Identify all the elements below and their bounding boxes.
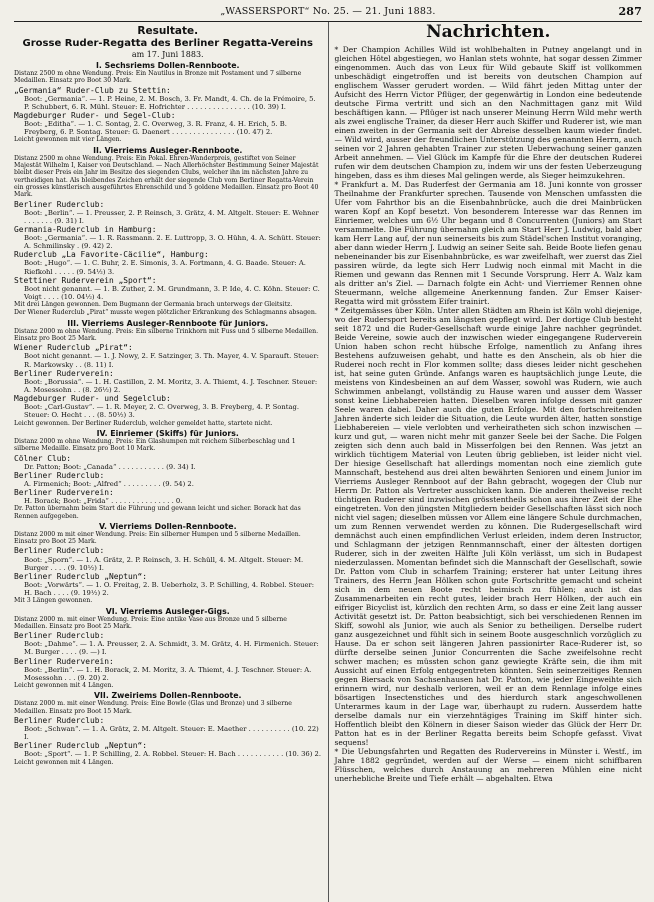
crew-line: Boot: „Hugo“. — 1. C. Buhr, 2. E. Simonis, 3. A. Fortmann, 4. G. Baade. Steuer: A. Riefkohl . . . . . (9. 54½) 3. <box>24 259 306 276</box>
race-block <box>14 691 322 766</box>
running-head <box>14 6 642 19</box>
club-name: Berliner Ruderclub „Neptun“: <box>14 571 148 581</box>
crew-line: Boot: „Germania“. — 1. R. Rassmann. 2. E. Luttropp, 3. O. Hühn, 4. A. Schütt. Steuer: A. Schmilinsky . (9. 42) 2. <box>24 234 321 251</box>
race-note: Dr. Patton übernahm beim Start die Führung und gewann leicht und sicher. Borack hat das Rennen aufgegeben. <box>14 505 301 520</box>
crew-line: Boot: „Sport“. — 1. P. Schilling, 2. A. Robbel. Steuer: H. Bach . . . . . . . . . . . (10. 36) 2. <box>24 750 322 759</box>
page-number: 287 <box>618 5 642 18</box>
race-entry <box>14 250 322 275</box>
crew-line: Boot: „Dahme“. — 1. A. Preusser, 2. A. Schmidt, 3. M. Grätz, 4. H. Firmenich. Steuer: M. Burger . . . . (9. —) I. <box>24 640 319 657</box>
race-description: Distanz 2500 m ohne Wendung. Preis: Ein Nautilus in Bronze mit Postament und 7 silberne Medaillen. Einsatz pro Boot 30 Mark. <box>14 70 302 85</box>
race-entry <box>14 394 322 419</box>
race-entry <box>14 716 322 741</box>
race-heading: V. Vierriems Dollen-Rennboote. <box>98 521 237 531</box>
crew-line: Boot: „Borussia“. — 1. H. Castillon, 2. M. Moritz, 3. A. Thiemt, 4. J. Teschner. Steuer: A. Mosessohn . . (8. 26½) 2. <box>24 377 318 395</box>
news-heading: Nachrichten. <box>426 22 551 42</box>
club-name: Magdeburger Ruder- und Segelclub: <box>14 394 171 404</box>
club-name: Berliner Ruderverein: <box>14 487 114 497</box>
club-name: Berliner Ruderclub: <box>14 199 105 209</box>
columns <box>14 22 642 902</box>
club-name: Cölner Club: <box>14 453 72 463</box>
race-entry <box>14 741 322 758</box>
race-description: Distanz 2000 m. mit einer Wendung. Preis: Eine antike Vase aus Bronze und 5 silberne Medaillen. Einsatz pro Boot 25 Mark. <box>14 615 287 630</box>
race-entry <box>14 86 322 111</box>
crew-line: A. Firmenich; Boot: „Alfred“ . . . . . . . . . (9. 54) 2. <box>24 479 194 488</box>
race-note: Leicht gewonnen mit 4 Längen. <box>14 681 114 689</box>
crew-line: Boot: „Carl-Gustav“. — 1. R. Meyer, 2. C. Overweg, 3. B. Freyberg, 4. P. Sontag. Steuer: O. Hecht . . . (8. 50½) 3. <box>24 403 300 420</box>
race-heading: IV. Einriemer (Skiffs) für Juniors. <box>96 428 239 438</box>
news-paragraphs <box>335 45 643 783</box>
crew-line: Dr. Patton; Boot: „Canada“ . . . . . . . . . . . (9. 34) I. <box>24 462 196 471</box>
results-column <box>14 22 329 902</box>
race-entry <box>14 471 322 488</box>
regatta-title: Grosse Ruder-Regatta des Berliner Regatta-Vereins <box>22 38 313 49</box>
crew-line: Boot nicht genannt. — 1. J. Nowy, 2. F. Satzinger, 3. Th. Mayer, 4. V. Sparauft. Steuer: R. Markowsky . . (8. 11) I. <box>24 352 319 369</box>
club-name: Berliner Ruderverein: <box>14 656 114 666</box>
race-description: Distanz 2000 m mit einer Wendung. Preis: Ein silberner Humpen und 5 silberne Medaillen. Einsatz pro Boot 25 Mark. <box>14 530 301 546</box>
race-description: Distanz 2000 m. mit einer Wendung. Preis: Eine Bowle (Glas und Bronze) und 3 silberne Medaillen. Einsatz pro Boot 15 Mark. <box>14 700 292 715</box>
club-name: Berliner Ruderclub: <box>14 631 105 641</box>
club-name: Berliner Ruderclub „Neptun“: <box>14 741 148 751</box>
race-entry <box>14 369 322 394</box>
club-name: „Germania“ Ruder-Club zu Stettin: <box>14 85 171 95</box>
race-note: Mit 3 Längen gewonnen. <box>14 597 93 605</box>
race-block <box>14 61 322 144</box>
club-name: Germania-Ruderclub in Hamburg: <box>14 224 157 234</box>
race-entry <box>14 657 322 682</box>
club-name: Stettiner Ruderverein „Sport“: <box>14 275 157 285</box>
race-description: Distanz 2500 m ohne Wendung. Preis: Ein Pokal. Ehren-Wanderpreis, gestiftet von Seiner Majestät Wilhelm I, Kaiser von Deutschland. — Nach Allerhöchster Bestimmung Seiner Majestät bleibt dieser Preis ein Jahr im Besitze des siegenden Clubs, welcher ihn im nächsten Jahre zu vertheidigen hat. Als bleibendes Zeichen erhält der siegende Club vom Berliner Regatta-Verein ein grosses künstlerisch ausgeführtes Ehrenschild und 5 goldene Medaillen. Einsatz pro Boot 40 Mark. <box>14 154 319 199</box>
race-block <box>14 429 322 520</box>
results-heading: Resultate. <box>137 25 199 37</box>
club-name: Berliner Ruderverein: <box>14 368 114 378</box>
race-block <box>14 522 322 605</box>
crew-line: Boot: „Vorwärts“. — 1. O. Freitag, 2. B. Ueberholz, 3. P. Schilling, 4. Robbel. Steuer: H. Bach . . . . (9. 19½) 2. <box>24 580 315 598</box>
news-paragraph: * Die Uebungsfahrten und Regatten des Rudervereins in Münster i. Westf., im Jahre 1882 gegründet, werden auf der Werse — einem nicht schiffbaren Flüsschen, welches durch Anstauung an mehreren Mühlen eine nicht unerhebliche Breite und Tiefe erhält — abgehalten. Etwa <box>334 747 642 783</box>
race-block <box>14 607 322 690</box>
race-entry <box>14 631 322 656</box>
race-note: Der Wiener Ruderclub „Pirat“ musste wegen plötzlicher Erkrankung des Schlagmanns absagen. <box>14 309 317 317</box>
regatta-date: am 17. Juni 1883. <box>131 50 204 59</box>
crew-line: Boot: „Germania“. — 1. P. Heine, 2. M. Bosch, 3. Fr. Mandt, 4. Ch. de la Frémoire, 5. P. Schubbert, 6. R. Mühl. Steuer: E. Hofrichter . . . . . . . . . . . . . . . (10. 39) I. <box>24 94 316 111</box>
crew-line: Boot: „Berlin“. — 1. Preusser, 2. P. Reinsch, 3. Grätz, 4. M. Altgelt. Steuer: E. Wehner . . . . . . . (9. 31) I. <box>24 208 319 225</box>
news-paragraph: * Frankfurt a. M. Das Ruderfest der Germania am 18. Juni konnte von grosser Theilnahme der Frankfurter sprechen. Tausende von Menschen umfassten die Ufer vom Fahrthor bis an die Eisenbahnbrücke, auch die drei Mainbrücken waren Kopf an Kopf besetzt. Von besonderem Interesse war das Rennen im Einriemer, welches um 6½ Uhr begann und 8 Concurrenten (Juniors) am Start versammelte. Die Führung übernahm gleich am Start Herr J. Ludwig, bald aber kam Herr Lang auf, der nun seinerseits bis zum Städel'schen Institut voranging, aber dann wieder Herrn J. Ludwig an seiner Seite sah. Beide Boote liefen genau nebeneinander bis zur Eisenbahnbrücke, es war zweifelhaft, wer zuerst das Ziel passiren würde, da legte sich Herr Ludwig noch einmal mit Macht in die Riemen und gewann das Rennen mit 1 Secunde Vorsprung. Herr A. Walz kam als dritter an's Ziel. — Darnach folgte ein Acht- und Vierriemer Rennen ohne Steuermann, welche allgemeine Anerkennung fanden. Zur Emser Kaiser-Regatta wird mit grösstem Eifer trainirt. <box>334 180 642 306</box>
race-heading: VII. Zweiriems Dollen-Rennboote. <box>93 691 242 701</box>
race-note: Leicht gewonnen mit 4 Längen. <box>14 758 114 766</box>
race-note: Leicht gewonnen. Der Berliner Ruderclub, welcher gemeldet hatte, startete nicht. <box>14 419 273 427</box>
crew-line: Boot: „Schwan“. — 1. A. Grätz, 2. M. Altgelt. Steuer: E. Maether . . . . . . . . . . (10. 22) I. <box>24 724 319 742</box>
crew-line: Boot nicht genannt. — 1. B. Zuther, 2. M. Grundmann, 3. P. Ide, 4. C. Köhn. Steuer: C. Voigt . . . . (10. 04½) 4. <box>24 284 320 301</box>
club-name: Berliner Ruderclub: <box>14 715 105 725</box>
race-entry <box>14 111 322 136</box>
race-heading: I. Sechsriems Dollen-Rennboote. <box>96 61 240 70</box>
news-paragraph: * Zeitgemässes über Köln. Unter allen Städten am Rhein ist Köln wohl diejenige, wo der Rudersport bereits am längsten gepflegt wird. Der dortige Club besteht seit 1872 und die Ruder-Gesellschaft wurde einige Jahre nachher gegründet. Beide Vereine, sowie auch der inzwischen wieder eingegangene Ruderverein Union haben schon recht hübsche Erfolge, namentlich zu Anfang ihres Bestehens aufzuweisen gehabt, und hatte es den Anschein, als ob hier die Ruderei noch recht in Flor kommen sollte; dass dieses leider nicht geschehen ist, hat seine guten Gründe. Anfangs waren es hauptsächlich junge Leute, die meistens von Kindesbeinen an auf dem Wasser, sowohl was Rudern, wie auch Schwimmen anbelangt, vollständig zu Hause waren und ausser dem Wasser sonst keine Liebhabereien hatten. Dieselben waren infolge dessen mit ganzer Seele waren dabei. Daher auch die guten Erfolge. Mit den fortschreitenden Jahren änderte sich leider die Situation, die Leute wurden älter, hatten sonstige Liebhabereien — viele verlobten und verheiratheten sich schon inzwischen — kurz und gut, — waren nicht mehr mit ganzer Seele bei der Sache. Die Folgen zeigten sich denn auch bald in Misserfolgen bei den Rennen. Was jetzt an wirklich tüchtigem Material von Leuten übrig geblieben, ist leider nicht viel. Der hiesige Gesellschaft hat allerdings momentan noch eine ziemlich gute Mannschaft, bestehend aus drei alten bewährten Senioren und einem Junior im Vierriems Ausleger Rennboot auf der Bahn gebracht, wogegen der Club nur Herrn Dr. Patton als Vertreter ausschicken kann. Die anderen theilweise recht tüchtigen Ruderer sind inzwischen grösstentheils schon aus ihrer Zeit der Ehe eingetreten. Von den jüngsten Mitgliedern beider Gesellschaften lässt sich noch nicht viel sagen; dieselben müssen vor Allem eine längere Schule durchmachen, um zum Rennen verwendet werden zu können. Die Rudergesellschaft wird demnächst auch einen empfindlichen Verlust erleiden, indem deren Instructor, und Schlagmann der jetzigen Rennmannschaft, einer der ältesten dortigen Ruderer, sich in der zweiten Hälfte Juli Köln verlässt, um sich in Budapest niederzulassen. Momentan befindet sich die Mannschaft der Gesellschaft, sowie Dr. Patton vom Club in scharfem Training; ersterer hat unter Leitung ihres Trainers, des Herrn Jean Hölken schon gute Fortschritte gemacht und scheint sich in dem neuen Boote recht heimisch zu fühlen; auch ist das Zusammenarbeiten ein recht gutes, leider brach Herr Hölken, der auch ein eifriger Bicyclist ist, kürzlich den rechten Arm, so dass er eine Zeit lang ausser Activität gesetzt ist. Dr. Patton beabsichtigt, sich bei verschiedenen Rennen im Skiff, sowohl als Junior, wie auch als Senior zu betheiligen. Derselbe rudert ganz ausgezeichnet und fühlt sich in seinem Boote ausgeschnlich vorzüglich zu Hause. Da er schon seit längeren Jahren passionirter Race-Ruderer ist, so dürfte derselbe seinen Junior Concurrenten die Sache zweifelsohne recht schwer machen; es müssten schon ganz gewiegte Kräfte sein, die ihm mit Aussicht auf einen Erfolg entgegentreten könnten. Sein seinerzeitiges Rennen gegen Biersack von Sachsenhausen hat Dr. Patton, wie jeder Eingeweihte sich erinnern wird, nur deshalb verloren, weil er an dem Rennlage infolge eines bösartigen Insectenstiches und des hierdurch stark angeschwollenen Unterarmes kaum in der Lage war, überhaupt zu rudern. Ausserdem hatte derselbe damals nur ein vierzehntägiges Training im Skiff hinter sich. Hoffentlich bleibt den Kölnern in dieser Saison wieder das Glück der Herr Dr. Patton hat es in der Berliner Regatta bereits beim Schopfe gefasst. Vivat sequens! <box>334 306 642 747</box>
race-entry <box>14 488 322 505</box>
race-heading: III. Vierriems Ausleger-Rennboote für Juniors. <box>67 318 269 328</box>
race-entry <box>14 276 322 301</box>
race-entry <box>14 454 322 471</box>
crew-line: Boot: „Sporn“. — 1. A. Grätz, 2. P. Reinsch, 3. H. Schüll, 4. M. Altgelt. Steuer: M. Burger . . . . (9. 10½) I. <box>24 555 304 572</box>
race-entry <box>14 572 322 597</box>
race-description: Distanz 2000 m ohne Wendung. Preis: Ein silberne Trinkhorn mit Fuss und 5 silberne Medaillen. Einsatz pro Boot 25 Mark. <box>14 327 319 343</box>
crew-line: Boot: „Editha“. — 1. C. Sontag, 2. C. Overweg, 3. R. Franz, 4. H. Erich, 5. B. Freyberg, 6. P. Sontag. Steuer: G. Daenert . . . . . . . . . . . . . . . (10. 47) 2. <box>24 120 287 137</box>
race-entry <box>14 200 322 225</box>
club-name: Ruderclub „La Favorite-Cäcilie“, Hamburg: <box>14 250 209 260</box>
race-entry <box>14 343 322 368</box>
race-block <box>14 319 322 427</box>
running-head-text: „WASSERSPORT“ No. 25. — 21. Juni 1883. <box>220 6 436 17</box>
club-name: Berliner Ruderclub: <box>14 470 105 480</box>
news-column <box>329 22 643 902</box>
race-entry <box>14 546 322 571</box>
news-paragraph: * Der Champion Achilles Wild ist wohlbehalten in Putney angelangt und in gleichen Hôtel abgestiegen, wo Hanlan stets wohnte, hat sogar dessen Zimmer eingenommen. Auch das von Leux für Wild gebaute Skiff ist vollkommen unbeschädigt eingetroffen und ist bereits von deutschen Champion auf englischem Wasser gerudert worden. — Wild fährt jeden Mittag unter der Aufsicht des Herrn Victor Pflüger, der gegenwärtig in London eine bedeutende deutsche Firma vertritt und sich an den Nachmittagen ganz mit Wild beschäftigen kann. — Pflüger ist nach unserer Meinung Herrn Wild mehr werth als zwei englische Trainer, da dieser Herr auch Skiffer und Ruderer ist, wie man einen zweiten in der Germania seit der Abreise desselben kaum wieder findet. — Wild wird, ausser der freundlichen Unterstützung des genannten Herrn, auch seinen vor 2 Jahren gehabten Trainer zur steten Ueberwachung seiner ganzen Arbeit annehmen. — Viel Glück im Kampfe für die Ehre der deutschen Ruderei rufen wir dem deutschen Champion zu, indem wir uns der festen Ueberzeugung hingeben, dass es ihm dieses Mal gelingen werde, als Sieger heimzukehren. <box>334 45 642 180</box>
race-note: Mit drei Längen gewonnen. Dem Bugmann der Germania brach unterwegs der Gleitsitz. <box>14 301 293 309</box>
crew-line: Boot: „Berlin“. — 1. H. Borack, 2. M. Moritz, 3. A. Thiemt, 4. J. Teschner. Steuer: A. Mosessohn . . . (9. 20) 2. <box>24 665 312 682</box>
race-heading: VI. Vierriems Ausleger-Gigs. <box>105 606 230 616</box>
race-note: Leicht gewonnen mit vier Längen. <box>14 136 122 144</box>
club-name: Berliner Ruderclub: <box>14 546 105 556</box>
crew-line: H. Borack; Boot: „Frida“ . . . . . . . . . . . . . . . 0. <box>24 497 183 506</box>
race-block <box>14 146 322 317</box>
race-entry <box>14 225 322 250</box>
club-name: Wiener Ruderclub „Pirat“: <box>14 343 133 353</box>
race-list <box>14 61 322 766</box>
race-description: Distanz 2000 m ohne Wendung. Preis: Ein Glashumpen mit reichem Silberbeschlag und 1 silberne Medaille. Einsatz pro Boot 10 Mark. <box>14 437 296 453</box>
race-heading: II. Vierriems Ausleger-Rennboote. <box>93 145 243 155</box>
club-name: Magdeburger Ruder- und Segel-Club: <box>14 111 176 121</box>
